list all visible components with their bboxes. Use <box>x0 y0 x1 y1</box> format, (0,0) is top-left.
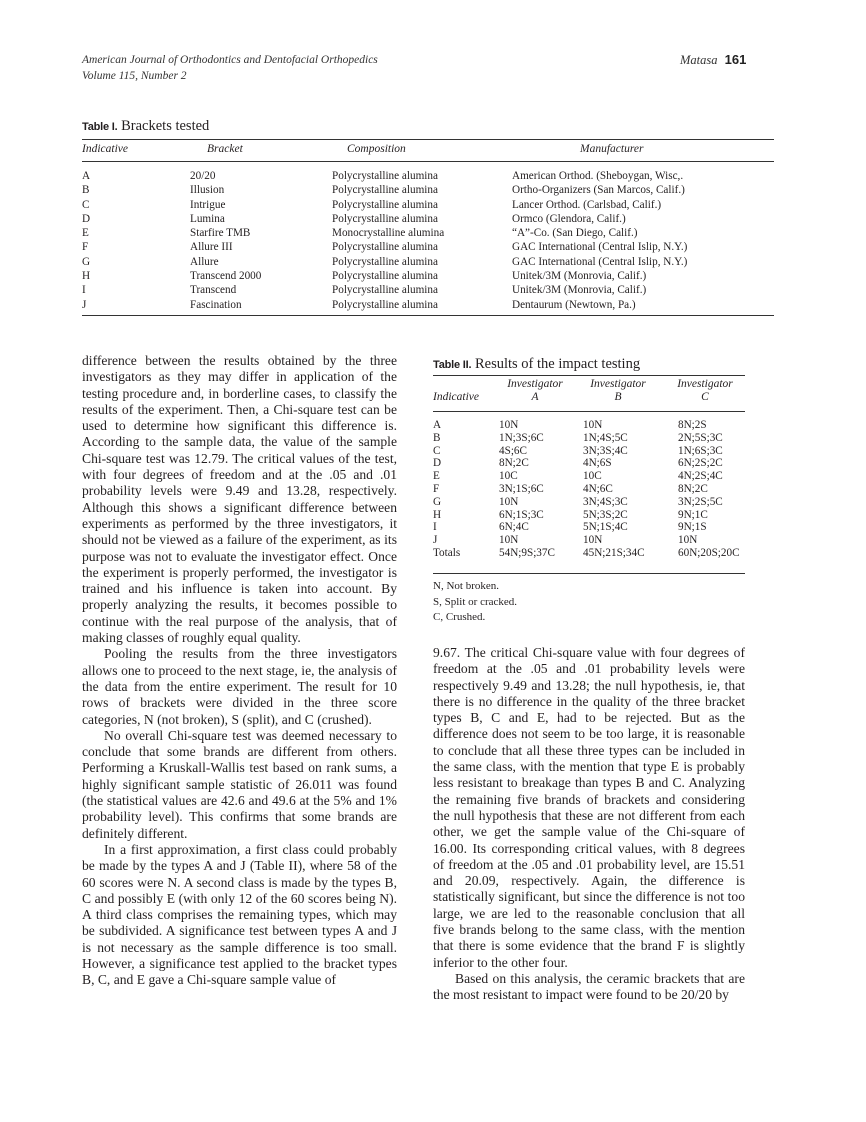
table-row <box>433 457 745 470</box>
page-number: 161 <box>724 52 747 67</box>
paragraph: Based on this analysis, the ceramic brackets that are the most resistant to impact were found to be 20/20 by <box>433 970 745 1003</box>
column-header-investigator-b <box>578 378 658 404</box>
journal-title: American Journal of Orthodontics and Dentofacial Orthopedics <box>82 54 378 66</box>
footnote: S, Split or cracked. <box>433 595 518 608</box>
cell-investigator-c: 8N;2C <box>678 482 708 495</box>
cell-investigator-b: 3N;3S;4C <box>583 444 628 457</box>
cell-investigator-c: 3N;2S;5C <box>678 495 723 508</box>
cell-investigator-a: 6N;1S;3C <box>499 508 544 521</box>
cell-investigator-c: 9N;1C <box>678 508 708 521</box>
running-header-journal <box>82 52 378 84</box>
body-column-left <box>82 353 397 989</box>
cell-indicative: D <box>433 457 442 470</box>
cell-investigator-b: 4N;6C <box>583 482 613 495</box>
table-row <box>433 445 745 458</box>
cell-investigator-a: 54N;9S;37C <box>499 546 555 559</box>
cell-manufacturer: Unitek/3M (Monrovia, Calif.) <box>512 270 647 283</box>
table-row <box>82 183 774 197</box>
table-rule-top <box>82 139 774 140</box>
cell-indicative: G <box>433 495 442 508</box>
cell-bracket: Transcend 2000 <box>190 270 262 283</box>
cell-manufacturer: American Orthod. (Sheboygan, Wisc,. <box>512 170 684 182</box>
paragraph: Pooling the results from the three investigators allows one to proceed to the next stage, ie, the analysis of the data from the entire experiment. The result for 10 rows of brackets were divided in the three score categories, N (not broken), S (split), and C (crushed). <box>82 646 397 727</box>
cell-investigator-c: 10N <box>678 534 698 547</box>
table-row <box>433 432 745 445</box>
table-row <box>82 255 774 269</box>
table-caption <box>433 355 745 374</box>
table-row <box>82 198 774 212</box>
author-name: Matasa <box>680 53 718 67</box>
table-rule-bottom <box>433 573 745 574</box>
header-line: Investigator <box>590 378 646 390</box>
cell-indicative: B <box>82 184 90 197</box>
table-row <box>82 212 774 226</box>
table-row <box>433 509 745 522</box>
cell-investigator-b: 1N;4S;5C <box>583 431 628 444</box>
cell-indicative: H <box>433 508 442 521</box>
cell-investigator-a: 8N;2C <box>499 457 529 470</box>
cell-composition: Polycrystalline alumina <box>332 212 438 225</box>
cell-indicative: A <box>82 170 91 182</box>
column-header-indicative: Indicative <box>433 391 479 403</box>
cell-investigator-a: 10C <box>499 470 518 483</box>
cell-bracket: Allure III <box>190 241 233 254</box>
cell-bracket: Fascination <box>190 298 242 311</box>
table-row <box>82 269 774 283</box>
cell-investigator-a: 6N;4C <box>499 521 529 534</box>
header-line: Investigator <box>507 378 563 390</box>
cell-investigator-c: 60N;20S;20C <box>678 546 740 559</box>
cell-indicative: C <box>82 198 90 211</box>
table-row <box>433 419 745 432</box>
cell-manufacturer: GAC International (Central Islip, N.Y.) <box>512 255 688 268</box>
table-body <box>82 169 774 312</box>
cell-investigator-c: 2N;5S;3C <box>678 431 723 444</box>
cell-composition: Polycrystalline alumina <box>332 241 438 254</box>
table-body <box>433 419 745 560</box>
cell-indicative: G <box>82 255 91 268</box>
table-title: Results of the impact testing <box>474 356 641 372</box>
cell-manufacturer: Dentaurum (Newtown, Pa.) <box>512 298 636 311</box>
cell-bracket: Starfire TMB <box>190 227 251 240</box>
column-header-indicative: Indicative <box>82 143 128 155</box>
column-header-investigator-c <box>665 378 745 404</box>
cell-indicative: B <box>433 431 441 444</box>
cell-indicative: F <box>433 482 440 495</box>
cell-indicative: E <box>433 470 440 483</box>
cell-investigator-a: 10N <box>499 534 519 547</box>
paragraph: 9.67. The critical Chi-square value with four degrees of freedom at the .05 and .01 probability levels were respectively 9.49 and 13.28; the null hypothesis, ie, that there is no difference in the quality of the three bracket types B, C and E, had to be rejected. But as the difference does not seem to be too large, it is reasonable to conclude that all these three types can be included in the same class, with the mention that type E is probably less resistant to breakage than types B and C. Analyzing the remaining five brands of brackets and considering the null hypothesis that these are not different from each other, we get the sample value of the Chi-square of 16.00. Its corresponding critical values, with 8 degrees of freedom at the .05 and .01 probability level, are 15.51 and 20.09, respectively. Again, the difference is statistically significant, but since the difference is not too large, we are led to the reasonable conclusion that all five brands belong to the same class, with the mention that there is some evidence that the brand F is slightly inferior to the other four. <box>433 645 745 970</box>
table-row <box>433 470 745 483</box>
cell-manufacturer: Unitek/3M (Monrovia, Calif.) <box>512 284 647 297</box>
table-row-totals <box>433 547 745 560</box>
cell-manufacturer: GAC International (Central Islip, N.Y.) <box>512 241 688 254</box>
table-impact-results <box>433 355 745 623</box>
cell-indicative: I <box>82 284 86 297</box>
table-row <box>433 521 745 534</box>
table-rule-header <box>433 411 745 412</box>
cell-indicative: E <box>82 227 89 240</box>
cell-manufacturer: “A”-Co. (San Diego, Calif.) <box>512 227 638 240</box>
table-row <box>82 226 774 240</box>
paragraph: difference between the results obtained by the three investigators as they may differ in application of the testing procedure and, in borderline cases, to classify the results of the experiment. Then, a Chi-square test can be used to determine how significant this difference is. According to the sample data, the value of the sample Chi-square test was 12.79. The critical values of the test, with four degrees of freedom and at the .05 and .01 probability levels were 9.49 and 13.28, respectively. Although this shows a significant difference between experiments as performed by the three investigators, it should not be viewed as a failure of the experiment, as its purpose was not to evaluate the investigator effect. Once the experiment is properly performed, the investigator is trained and his influence is taken into account. By properly analyzing the results, it becomes possible to continue with the real purpose of the analysis, that of making classes of roughly equal quality. <box>82 353 397 646</box>
cell-composition: Polycrystalline alumina <box>332 298 438 311</box>
cell-investigator-a: 10N <box>499 419 519 431</box>
cell-investigator-b: 3N;4S;3C <box>583 495 628 508</box>
cell-investigator-b: 5N;1S;4C <box>583 521 628 534</box>
cell-investigator-b: 10C <box>583 470 602 483</box>
cell-manufacturer: Ortho-Organizers (San Marcos, Calif.) <box>512 184 685 197</box>
table-rule-header <box>82 161 774 162</box>
cell-composition: Polycrystalline alumina <box>332 198 438 211</box>
cell-investigator-b: 5N;3S;2C <box>583 508 628 521</box>
cell-investigator-c: 4N;2S;4C <box>678 470 723 483</box>
cell-investigator-c: 6N;2S;2C <box>678 457 723 470</box>
column-header-manufacturer: Manufacturer <box>580 143 644 155</box>
cell-indicative: F <box>82 241 89 254</box>
table-footnotes <box>433 579 517 626</box>
column-header-bracket: Bracket <box>207 143 243 155</box>
table-row <box>433 496 745 509</box>
cell-indicative: H <box>82 270 91 283</box>
table-label: Table II. <box>433 359 472 371</box>
table-title: Brackets tested <box>121 118 210 134</box>
table-row <box>82 240 774 254</box>
cell-manufacturer: Ormco (Glendora, Calif.) <box>512 212 626 225</box>
table-label: Table I. <box>82 121 118 133</box>
cell-indicative: I <box>433 521 437 534</box>
cell-bracket: Transcend <box>190 284 237 297</box>
table-caption <box>82 117 774 136</box>
cell-bracket: Allure <box>190 255 219 268</box>
cell-investigator-c: 8N;2S <box>678 419 707 431</box>
table-rule-bottom <box>82 315 774 316</box>
header-line: Investigator <box>677 378 733 390</box>
header-line: C <box>701 391 709 403</box>
column-header-investigator-a <box>495 378 575 404</box>
cell-indicative: Totals <box>433 546 461 559</box>
cell-bracket: Illusion <box>190 184 225 197</box>
cell-investigator-c: 1N;6S;3C <box>678 444 723 457</box>
cell-bracket: Lumina <box>190 212 225 225</box>
cell-indicative: J <box>82 298 87 311</box>
cell-composition: Polycrystalline alumina <box>332 170 438 182</box>
column-header-composition: Composition <box>347 143 406 155</box>
table-row <box>433 483 745 496</box>
table-row <box>82 298 774 312</box>
paragraph: No overall Chi-square test was deemed necessary to conclude that some brands are different from others. Performing a Kruskall-Wallis test based on rank sums, a highly significant sample statistic of 26.011 was found (the statistical values are 42.6 and 49.6 at the 5% and 1% probability level). This confirms that some brands are definitely different. <box>82 727 397 841</box>
table-brackets-tested <box>82 117 774 311</box>
cell-composition: Polycrystalline alumina <box>332 270 438 283</box>
table-row <box>433 534 745 547</box>
footnote: N, Not broken. <box>433 580 499 592</box>
footnote: C, Crushed. <box>433 611 486 623</box>
table-row <box>82 283 774 297</box>
cell-investigator-b: 10N <box>583 419 603 431</box>
cell-manufacturer: Lancer Orthod. (Carlsbad, Calif.) <box>512 198 662 211</box>
journal-volume: Volume 115, Number 2 <box>82 70 187 82</box>
header-line: B <box>614 391 622 403</box>
cell-indicative: C <box>433 444 441 457</box>
table-rule-top <box>433 375 745 376</box>
header-line: A <box>531 391 539 403</box>
cell-bracket: Intrigue <box>190 198 226 211</box>
paragraph: In a first approximation, a first class could probably be made by the types A and J (Table II), where 58 of the 60 scores were N. A second class is made by the types B, C and possibly E (with only 12 of the 60 scores being N). A third class comprises the remaining types, which may be subdivided. A significance test between types A and J is not necessary as the sample difference is too small. However, a significance test applied to the bracket types B, C, and E gave a Chi-square sample value of <box>82 841 397 988</box>
cell-composition: Polycrystalline alumina <box>332 184 438 197</box>
cell-investigator-a: 10N <box>499 495 519 508</box>
cell-indicative: D <box>82 212 91 225</box>
running-header-page <box>680 52 746 68</box>
cell-indicative: A <box>433 419 442 431</box>
cell-investigator-a: 4S;6C <box>499 444 527 457</box>
body-column-right <box>433 645 745 1004</box>
cell-bracket: 20/20 <box>190 170 216 182</box>
cell-composition: Monocrystalline alumina <box>332 227 445 240</box>
cell-investigator-a: 1N;3S;6C <box>499 431 544 444</box>
cell-investigator-c: 9N;1S <box>678 521 707 534</box>
table-row <box>82 169 774 183</box>
cell-investigator-a: 3N;1S;6C <box>499 482 544 495</box>
cell-indicative: J <box>433 534 438 547</box>
cell-investigator-b: 4N;6S <box>583 457 612 470</box>
cell-investigator-b: 10N <box>583 534 603 547</box>
cell-investigator-b: 45N;21S;34C <box>583 546 645 559</box>
cell-composition: Polycrystalline alumina <box>332 255 438 268</box>
cell-composition: Polycrystalline alumina <box>332 284 438 297</box>
